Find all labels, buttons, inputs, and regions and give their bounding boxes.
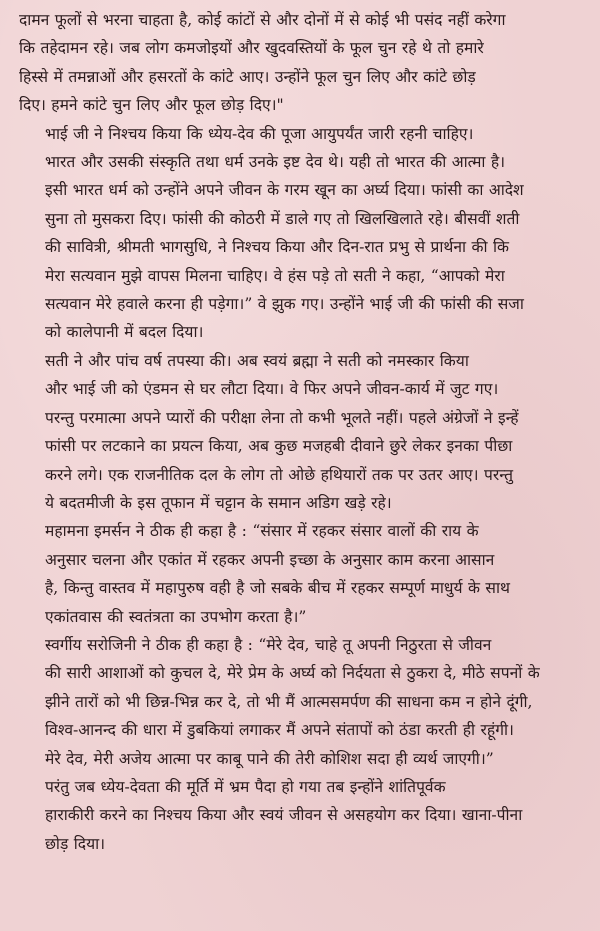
text-line: फांसी पर लटकाने का प्रयत्न किया, अब कुछ मजहबी दीवाने छुरे लेकर इनका पीछा bbox=[45, 437, 513, 456]
text-line: मेरे देव, मेरी अजेय आत्मा पर काबू पाने की तेरी कोशिश सदा ही व्यर्थ जाएगी।” bbox=[45, 749, 494, 768]
paragraph bbox=[19, 631, 586, 773]
text-line: ये बदतमीजी के इस तूफान में चट्टान के समान अडिग खड़े रहे। bbox=[45, 493, 392, 512]
text-line: करने लगे। एक राजनीतिक दल के लोग तो ओछे हथियारों तक पर उतर आए। परन्तु bbox=[45, 465, 513, 484]
text-line: स्वर्गीय सरोजिनी ने ठीक ही कहा है : “मेरे देव, चाहे तू अपनी निठुरता से जीवन bbox=[45, 635, 492, 654]
text-line: विश्व-आनन्द की धारा में डुबकियां लगाकर मैं अपने संतापों को ठंडा करती ही रहूंगी। bbox=[45, 721, 514, 740]
text-line: और भाई जी को एंडमन से घर लौटा दिया। वे फिर अपने जीवन-कार्य में जुट गए। bbox=[45, 380, 499, 399]
page-text-body bbox=[19, 6, 586, 858]
text-line: झीने तारों को भी छिन्न-भिन्न कर दे, तो भी मैं आत्मसमर्पण की साधना कम न होने दूंगी, bbox=[45, 692, 533, 711]
text-line: अनुसार चलना और एकांत में रहकर अपनी इच्छा के अनुसार काम करना आसान bbox=[45, 550, 495, 569]
text-line: परंतु जब ध्येय-देवता की मूर्ति में भ्रम पैदा हो गया तब इन्होंने शांतिपूर्वक bbox=[45, 777, 446, 796]
text-line: सत्यवान मेरे हवाले करना ही पड़ेगा।” वे झुक गए। उन्होंने भाई जी की फांसी की सजा bbox=[45, 295, 524, 314]
text-line: को कालेपानी में बदल दिया। bbox=[45, 323, 204, 342]
text-line: दिए। हमने कांटे चुन लिए और फूल छोड़ दिए।" bbox=[19, 96, 284, 115]
text-line: भाई जी ने निश्चय किया कि ध्येय-देव की पूजा आयुपर्यंत जारी रहनी चाहिए। bbox=[45, 124, 474, 143]
paragraph bbox=[19, 347, 586, 517]
paragraph bbox=[19, 517, 586, 631]
text-line: की सावित्री, श्रीमती भागसुधि, ने निश्चय किया और दिन-रात प्रभु से प्रार्थना की कि bbox=[45, 238, 509, 257]
text-line: भारत और उसकी संस्कृति तथा धर्म उनके इष्ट देव थे। यही तो भारत की आत्मा है। bbox=[45, 153, 506, 172]
text-line: हाराकीरी करने का निश्चय किया और स्वयं जीवन से असहयोग कर दिया। खाना-पीना bbox=[45, 806, 523, 825]
text-line: दामन फूलों से भरना चाहता है, कोई कांटों से और दोनों में से कोई भी पसंद नहीं करेगा bbox=[19, 11, 506, 29]
paragraph bbox=[19, 6, 586, 120]
text-line: छोड़ दिया। bbox=[45, 834, 106, 853]
text-line: सुना तो मुसकरा दिए। फांसी की कोठरी में डाले गए तो खिलखिलाते रहे। बीसवीं शती bbox=[45, 209, 520, 228]
paragraph bbox=[19, 773, 586, 858]
text-line: इसी भारत धर्म को उन्होंने अपने जीवन के गरम खून का अर्घ्य दिया। फांसी का आदेश bbox=[45, 181, 524, 200]
text-line: सती ने और पांच वर्ष तपस्या की। अब स्वयं ब्रह्मा ने सती को नमस्कार किया bbox=[45, 351, 469, 370]
text-line: कि तहेदामन रहे। जब लोग कमजोइयों और खुदवस्तियों के फूल चुन रहे थे तो हमारे bbox=[19, 39, 484, 58]
text-line: महामना इमर्सन ने ठीक ही कहा है : “संसार में रहकर संसार वालों की राय के bbox=[45, 522, 479, 541]
text-line: की सारी आशाओं को कुचल दे, मेरे प्रेम के अर्घ्य को निर्दयता से ठुकरा दे, मीठे सपनों के bbox=[45, 664, 540, 683]
paragraph bbox=[19, 120, 586, 347]
text-line: है, किन्तु वास्तव में महापुरुष वही है जो सबके बीच में रहकर सम्पूर्ण माधुर्य के साथ bbox=[45, 579, 510, 598]
text-line: मेरा सत्यवान मुझे वापस मिलना चाहिए। वे हंस पड़े तो सती ने कहा, “आपको मेरा bbox=[45, 266, 505, 285]
text-line: एकांतवास की स्वतंत्रता का उपभोग करता है।” bbox=[45, 607, 307, 626]
text-line: परन्तु परमात्मा अपने प्यारों की परीक्षा लेना तो कभी भूलते नहीं। पहले अंग्रेजों ने इन्हें bbox=[45, 408, 519, 427]
text-line: हिस्से में तमन्नाओं और हसरतों के कांटे आए। उन्होंने फूल चुन लिए और कांटे छोड़ bbox=[19, 67, 476, 86]
